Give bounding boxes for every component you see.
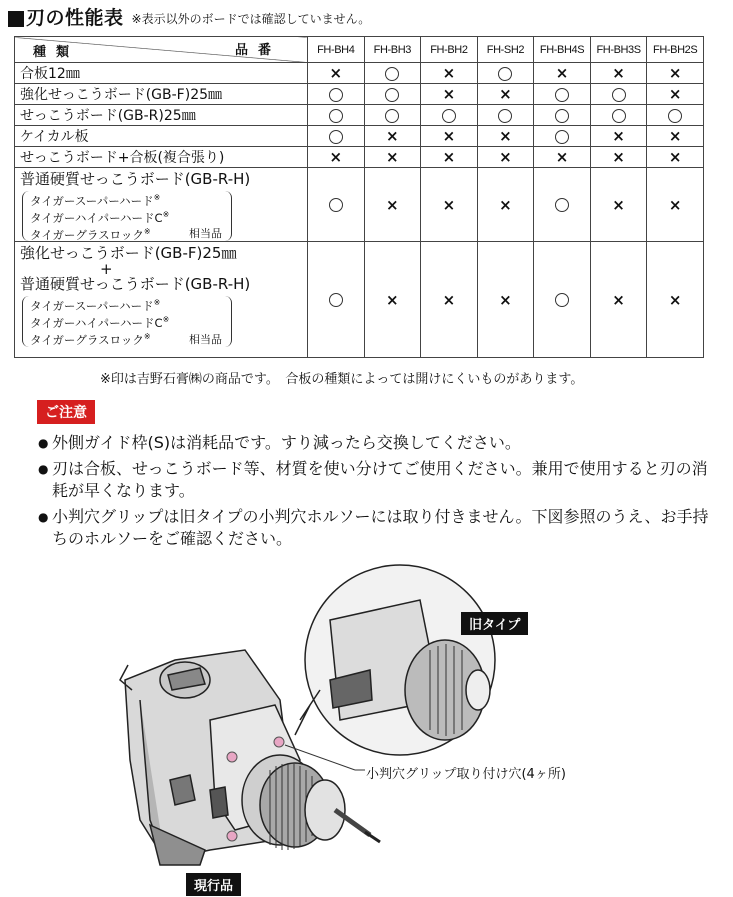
circle-mark-icon — [555, 130, 569, 144]
caution-text: 外側ガイド枠(S)は消耗品です。すり減ったら交換してください。 — [52, 433, 521, 452]
table-row — [15, 105, 704, 126]
circle-mark-icon — [385, 109, 399, 123]
paren-right — [225, 191, 232, 241]
mark-cell — [308, 168, 365, 242]
mark-cell — [364, 242, 421, 358]
table-row — [15, 168, 704, 242]
column-header: FH-BH3 — [364, 37, 421, 63]
row-name: ケイカル板 — [15, 126, 308, 147]
table-row — [15, 126, 704, 147]
mark-cell — [421, 168, 478, 242]
product-list — [22, 296, 232, 346]
cross-mark-icon: × — [442, 290, 456, 309]
mark-cell — [421, 242, 478, 358]
mark-cell — [590, 168, 647, 242]
plus-sign: + — [100, 260, 113, 279]
mark-cell — [534, 84, 591, 105]
mark-cell — [534, 168, 591, 242]
mark-cell — [364, 147, 421, 168]
current-label: 現行品 — [186, 873, 241, 896]
row-name-composite — [15, 168, 308, 242]
mark-cell — [647, 147, 704, 168]
bullet-icon: ● — [38, 462, 49, 476]
mark-cell — [647, 242, 704, 358]
header-hinban: 品番 — [234, 43, 281, 58]
mark-cell — [364, 105, 421, 126]
paren-left — [22, 296, 29, 346]
circle-mark-icon — [555, 198, 569, 212]
table-row — [15, 84, 704, 105]
mark-cell — [647, 84, 704, 105]
cross-mark-icon: × — [386, 290, 399, 309]
mark-cell — [421, 147, 478, 168]
mark-cell — [590, 105, 647, 126]
mark-cell — [308, 105, 365, 126]
footnote: ※印は吉野石膏㈱の商品です。 合板の種類によっては開けにくいものがあります。 — [100, 372, 584, 387]
cross-mark-icon: × — [668, 64, 682, 82]
table-header-row — [15, 37, 704, 63]
mark-cell — [308, 147, 365, 168]
circle-mark-icon — [555, 293, 569, 307]
mark-cell — [647, 63, 704, 84]
equivalent-note: 相当品 — [189, 332, 222, 346]
mark-cell — [477, 126, 534, 147]
mark-cell — [364, 126, 421, 147]
paren-right — [225, 296, 232, 346]
cross-mark-icon: × — [612, 127, 625, 145]
mark-cell — [647, 168, 704, 242]
mark-cell — [477, 63, 534, 84]
mark-cell — [477, 168, 534, 242]
old-type-label: 旧タイプ — [461, 612, 528, 635]
cross-mark-icon: × — [555, 148, 569, 166]
cross-mark-icon: × — [668, 127, 682, 145]
mark-cell — [364, 168, 421, 242]
caution-text: 刃は合板、せっこうボード等、材質を使い分けてご使用ください。兼用で使用すると刃の消耗が早くなります。 — [52, 459, 708, 500]
mark-cell — [477, 105, 534, 126]
circle-mark-icon — [329, 293, 343, 307]
caution-list — [38, 432, 714, 554]
product-line: タイガーグラスロック※ — [30, 226, 151, 242]
circle-mark-icon — [329, 88, 343, 102]
cross-mark-icon: × — [499, 195, 512, 214]
table-row — [15, 242, 704, 358]
cross-mark-icon: × — [329, 148, 343, 166]
mark-cell — [364, 84, 421, 105]
mark-cell — [590, 242, 647, 358]
mark-cell — [308, 84, 365, 105]
circle-mark-icon — [498, 67, 512, 81]
cross-mark-icon: × — [668, 148, 682, 166]
product-line: タイガースーパーハード※ — [30, 193, 161, 208]
row-name-composite — [15, 242, 308, 358]
circle-mark-icon — [329, 198, 343, 212]
title-row — [8, 4, 370, 30]
circle-mark-icon — [555, 88, 569, 102]
product-list — [22, 191, 232, 241]
list-item — [38, 458, 714, 502]
cross-mark-icon: × — [555, 64, 569, 82]
circle-mark-icon — [612, 88, 626, 102]
cross-mark-icon: × — [612, 148, 625, 166]
cross-mark-icon: × — [386, 127, 399, 145]
cross-mark-icon: × — [442, 195, 456, 214]
caution-badge: ご注意 — [37, 400, 95, 424]
mark-cell — [590, 126, 647, 147]
product-line: タイガーハイパーハードC※ — [30, 315, 170, 331]
mark-cell — [421, 105, 478, 126]
mark-cell — [590, 147, 647, 168]
column-header: FH-BH2 — [421, 37, 478, 63]
circle-mark-icon — [555, 109, 569, 123]
paren-left — [22, 191, 29, 241]
cross-mark-icon: × — [668, 290, 682, 309]
circle-mark-icon — [385, 88, 399, 102]
grip-hole-label: 小判穴グリップ取り付け穴(4ヶ所) — [366, 767, 566, 782]
cross-mark-icon: × — [386, 195, 399, 214]
mark-cell — [647, 105, 704, 126]
bullet-icon: ● — [38, 510, 49, 524]
cross-mark-icon: × — [612, 195, 625, 214]
circle-mark-icon — [612, 109, 626, 123]
row-name: 普通硬質せっこうボード(GB-R-H) — [20, 275, 251, 294]
mark-cell — [534, 126, 591, 147]
tool-illustration — [0, 560, 733, 897]
circle-mark-icon — [668, 109, 682, 123]
table-row — [15, 63, 704, 84]
mark-cell — [647, 126, 704, 147]
mark-cell — [477, 147, 534, 168]
mark-cell — [308, 63, 365, 84]
mark-cell — [534, 105, 591, 126]
table-row — [15, 147, 704, 168]
header-shurui: 種類 — [33, 45, 80, 60]
header-corner — [15, 37, 308, 63]
row-name: 合板12㎜ — [15, 63, 308, 84]
cross-mark-icon: × — [499, 85, 512, 103]
old-type-magnified — [295, 565, 495, 755]
mark-cell — [477, 84, 534, 105]
equivalent-note: 相当品 — [189, 227, 222, 241]
mark-cell — [477, 242, 534, 358]
cross-mark-icon: × — [329, 64, 343, 82]
product-line: タイガーハイパーハードC※ — [30, 209, 170, 225]
mark-cell — [364, 63, 421, 84]
list-item — [38, 506, 714, 550]
caution-text: 小判穴グリップは旧タイプの小判穴ホルソーには取り付きません。下図参照のうえ、お手持ちのホルソーをご確認ください。 — [52, 507, 709, 548]
row-name: 強化せっこうボード(GB-F)25㎜ — [20, 244, 237, 263]
mark-cell — [308, 126, 365, 147]
cross-mark-icon: × — [499, 127, 512, 145]
mark-cell — [590, 63, 647, 84]
mark-cell — [534, 242, 591, 358]
mark-cell — [421, 84, 478, 105]
circle-mark-icon — [385, 67, 399, 81]
circle-mark-icon — [329, 130, 343, 144]
mark-cell — [590, 84, 647, 105]
mark-cell — [534, 147, 591, 168]
column-header: FH-BH4S — [534, 37, 591, 63]
bullet-icon: ● — [38, 436, 49, 450]
page-title: 刃の性能表 — [26, 7, 124, 29]
cross-mark-icon: × — [442, 127, 456, 145]
mark-cell — [308, 242, 365, 358]
row-name: 普通硬質せっこうボード(GB-R-H) — [20, 170, 251, 188]
cross-mark-icon: × — [442, 148, 456, 166]
column-header: FH-BH4 — [308, 37, 365, 63]
product-line: タイガースーパーハード※ — [30, 298, 161, 314]
cross-mark-icon: × — [499, 290, 512, 309]
performance-table — [14, 36, 704, 358]
cross-mark-icon: × — [442, 85, 456, 103]
cross-mark-icon: × — [612, 290, 625, 309]
circle-mark-icon — [329, 109, 343, 123]
cross-mark-icon: × — [499, 148, 512, 166]
product-line: タイガーグラスロック※ — [30, 332, 151, 347]
row-name: 強化せっこうボード(GB-F)25㎜ — [15, 84, 308, 105]
circle-mark-icon — [498, 109, 512, 123]
row-name: せっこうボード(GB-R)25㎜ — [15, 105, 308, 126]
circle-mark-icon — [442, 109, 456, 123]
cross-mark-icon: × — [442, 64, 456, 82]
cross-mark-icon: × — [612, 64, 625, 82]
cross-mark-icon: × — [668, 85, 682, 103]
title-note: ※表示以外のボードでは確認していません。 — [131, 12, 371, 26]
mark-cell — [421, 126, 478, 147]
column-header: FH-BH3S — [590, 37, 647, 63]
cross-mark-icon: × — [668, 195, 682, 214]
mark-cell — [534, 63, 591, 84]
list-item — [38, 432, 714, 454]
title-square-icon — [8, 11, 24, 27]
column-header: FH-SH2 — [477, 37, 534, 63]
cross-mark-icon: × — [386, 148, 399, 166]
column-header: FH-BH2S — [647, 37, 704, 63]
mark-cell — [421, 63, 478, 84]
row-name: せっこうボード+合板(複合張り) — [15, 147, 308, 168]
